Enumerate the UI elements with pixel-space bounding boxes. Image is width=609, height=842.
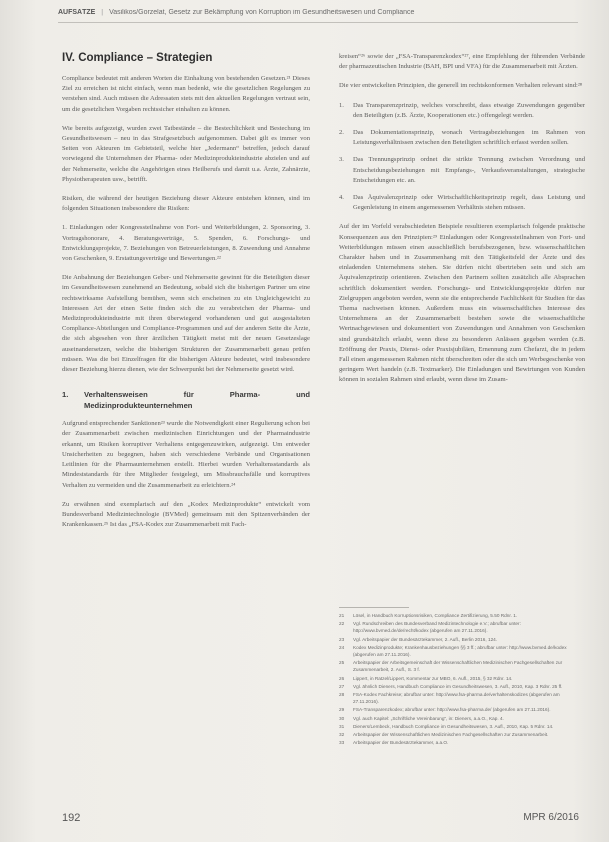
footnote	[339, 731, 585, 738]
footnote-number: 23	[339, 636, 345, 642]
footnotes	[339, 612, 585, 747]
paragraph: Die vier entwickelten Prinzipien, die generell im rechtskonformen Verhalten relevant sind:²⁸	[339, 82, 583, 90]
footnote	[339, 620, 585, 634]
footnote	[339, 636, 585, 643]
footnote-text: Arbeitspapier der Bundesärztekammer, a.a.O.	[353, 740, 449, 746]
footnote-text: FSA-Kodex Fachkreise; abrufbar unter: http://www.fsa-pharma.de/verhaltenskodizes (abgerufen am 27.11.2016).	[353, 692, 560, 705]
footnote-text: Lippert, in Ratzel/Lippert, Kommentar zur MBO, 6. Aufl., 2015, § 32 Rdnr. 14.	[353, 675, 513, 681]
footnote	[339, 683, 585, 690]
paragraph: Compliance bedeutet mit anderen Worten die Einhaltung von bestehenden Gesetzen.²¹ Dieses Ziel zu erreichen ist nicht einfach, wenn man bedenkt, wie die gesetzlichen Regelungen zu verstehen sind. Auch müssen die Adressaten stets mit den aktuellen Regelungen vertraut sein, um die gesetzlichen Vorgaben rechtssicher einhalten zu können.	[62, 75, 310, 113]
footnote-text: Kodex Medizinprodukte; Krankenhausbeziehungen §§ 3 ff.; abrufbar unter: http://www.bvmed.de/kodex (abgerufen am 27.11.2016).	[353, 644, 567, 658]
footnote-number: 27	[339, 683, 345, 689]
header-section-label: AUFSÄTZE	[58, 9, 96, 16]
footnote-text: FSA-Transparenzkodex; abrufbar unter: http://www.fsa-pharma.de/ (abgerufen am 27.11.2016).	[353, 707, 551, 713]
paragraph: Zu erwähnen sind exemplarisch auf den „Kodex Medizinprodukte“ entwickelt vom Bundesverband Medizintechnologie (BVMed) gemeinsam mit den Spitzenverbänden der Krankenkassen.²⁵ Ist das „FSA-Kodex zur Zusammenarbeit mit Fach-	[62, 500, 310, 529]
footnote-text: Vgl. ähnlich Dieners, Handbuch Compliance im Gesundheitswesen, 3. Aufl., 2010, Kap. 3 Rdnr. 25 ff.	[353, 683, 563, 689]
paragraph: Die Anbahnung der Beziehungen Geber- und Nehmerseite gewinnt für die Beteiligten dieser im Gesundheitswesen zunehmend an Bedeutung, sobald sich die bisherigen Partner um eine rechtswirksame Aufstellung bemühen, wenn sich erscheinen zu ein Ungleichgewicht zu Interessen Art der einen Seite finden sich die zu verabreichen der Pharma- und Medizinprodukteindustrie mit ihren überwiegend vorhandenen und gut ausgestalteten Compliance-Abteilungen und Compliance-Programmen und auf der anderen Seite die Ärzte, die sich abgesehen von ihrer ärztlichen Tätigkeit meist mit der neuen Gesetzeslage auseinandersetzen, welche die bisherigen Strukturen der Zusammenarbeit genau prüfen müssen. Was die bei Einzelfragen für die bisherigen Akteure bedeutet, wird insbesondere dieser Beziehung hierzu dienen, wie der Schwerpunkt bei der Nehmerseite gesetzt wird.	[62, 274, 310, 374]
paragraph: Risiken, die während der heutigen Beziehung dieser Akteure entstehen können, sind im folgenden Situationen insbesondere die Risiken:	[62, 195, 310, 213]
left-column	[62, 52, 310, 539]
footnote-number: 24	[339, 644, 345, 650]
footnote-text: Lösel, in Handbuch Korruptionsrisiken, Compliance Zertifizierung, 5.50 Rdnr. 1.	[353, 613, 518, 618]
list-item-number: 4.	[339, 194, 344, 202]
footnote	[339, 706, 585, 713]
subsection-heading	[62, 389, 310, 411]
right-column	[339, 52, 585, 395]
list-item-number: 3.	[339, 156, 344, 164]
paragraph: 1. Einladungen oder Kongressteilnahme von Fort- und Weiterbildungen, 2. Sponsoring, 3. Vortragshonorare, 4. Beratungsverträge, 5. Spenden, 6. Forschungs- und Entwicklungsprojekte, 7. Beziehungen von Betreuerleistungen, 8. Zuwendung und Annahme von Geschenken, 9. Erstattungsverträge und Bewertungen.²²	[62, 224, 310, 263]
paragraph: Wie bereits aufgezeigt, wurden zwei Tatbestände – die Bestechlichkeit und Bestechung im Gesundheitswesen – neu in das Strafgesetzbuch aufgenommen. Dabei gilt es immer von Seiten von Akteuren im Gebietsteil, welche hier „Jedermann“ betreffen, jedoch darauf vorwiegend die Unternehmen der Pharma- oder Medizinprodukteindustrie abzielen und auf der Nehmerseite, welche die Angehörigen eines Heilberufs und damit u.a. Ärzte, Zahnärzte, Physiotherapeuten usw., betrifft.	[62, 124, 310, 183]
footnote-number: 22	[339, 621, 345, 627]
footnote-rule	[339, 607, 409, 608]
list-item-text: Das Trennungsprinzip ordnet die strikte Trennung zwischen Verordnung und Entscheidungsbeziehungen mit Empfangs-, Verkaufsveranstaltungen, strategische Entscheidungen etc. an.	[353, 156, 585, 184]
header-rule	[58, 22, 578, 23]
footnote-text: Arbeitspapier der Arbeitsgemeinschaft der Wissenschaftlichen Medizinischen Fachgesellschaften zur Zusammenarbeit, 2. Aufl., S. 3 f.	[353, 660, 563, 673]
footnote	[339, 715, 585, 722]
principles-list	[339, 101, 585, 214]
subsection-number: 1.	[62, 390, 69, 400]
list-item	[339, 128, 585, 148]
paragraph: kreisen“²⁶ sowie der „FSA-Transparenzkodex“²⁷, eine Empfehlung der führenden Verbände der pharmazeutischen Industrie (BAH, BPI und VFA) für die Zusammenarbeit mit Ärzten.	[339, 53, 585, 71]
footnote-number: 21	[339, 613, 345, 618]
footnote-number: 28	[339, 692, 345, 698]
running-header	[58, 9, 598, 16]
paragraph: Aufgrund entsprechender Sanktionen²³ wurde die Notwendigkeit einer Regulierung schon bei der Zusammenarbeit zwischen medizinischen Einrichtungen und der Pharmaindustrie erkannt, um Risiken korruptiver Verhaltens entgegenzuwirken, aufgezeigt. Um entweder Unsicherheiten zu begegnen, haben sich verschiedene Verbände und Organisationen Leitlinien für die Pharmaunternehmen erstellt. Hierbei wurden Verhaltensstandards als Mindeststandards für ihre Mitglieder festgelegt, um Missbrauchsfälle und korruptives Verhalten zu vermeiden und die Zusammenarbeit zu erleichtern.²⁴	[62, 420, 310, 489]
footnote	[339, 612, 585, 619]
footnote	[339, 723, 585, 730]
footnote-text: Vgl. Arbeitspapier der Bundesärztekammer, 2. Aufl., Berlin 2016, 124.	[353, 636, 498, 642]
footnote-number: 29	[339, 707, 345, 713]
footnote	[339, 644, 585, 658]
footnote-text: Dieners/Lembeck, Handbuch Compliance im Gesundheitswesen, 3. Aufl., 2010, Kap. 5 Rdnr. 14.	[353, 723, 554, 729]
footnote-number: 33	[339, 740, 345, 746]
header-separator: |	[101, 9, 104, 16]
footnote-number: 32	[339, 732, 345, 738]
footnote	[339, 675, 585, 682]
list-item	[339, 155, 585, 186]
journal-issue: MPR 6/2016	[523, 812, 579, 823]
section-title: IV. Compliance – Strategien	[62, 52, 213, 64]
footnote	[339, 659, 585, 673]
list-item	[339, 101, 585, 121]
subsection-title: Verhaltensweisen für Pharma- und Medizinprodukteunternehmen	[84, 390, 310, 411]
list-item	[339, 193, 585, 213]
list-item-number: 1.	[339, 101, 344, 109]
list-item-number: 2.	[339, 129, 344, 137]
list-item-text: Das Transparenzprinzip, welches vorschreibt, dass etwaige Zuwendungen gegenüber den Beteiligten (z.B. Ärzte, Kooperationen etc.) offengelegt werden.	[353, 101, 585, 119]
list-item-text: Das Dokumentationsprinzip, wonach Vertragsbeziehungen im Rahmen von Leistungsverhältnissen zwischen den Beteiligten schriftlich erfasst werden sollen.	[353, 129, 585, 147]
footnote-text: Arbeitspapier der Wissenschaftlichen Medizinischen Fachgesellschaften zur Zusammenarbeit.	[353, 732, 549, 738]
footnote-text: Vgl. Rundschreiben des Bundesverband Medizintechnologie e.V.; abrufbar unter: http://www.bvmed.de/de/recht/kodex (abgerufen am 27.11.2016).	[353, 621, 521, 634]
list-item-text: Das Äquivalenzprinzip oder Wirtschaftlichkeitsprinzip regelt, dass Leistung und Gegenleistung in einem angemessenen Verhältnis stehen müssen.	[353, 194, 585, 212]
footnote	[339, 691, 585, 705]
page-number: 192	[62, 812, 81, 824]
footnote-number: 25	[339, 660, 345, 666]
footnote-text: Vgl. auch Kapitel: „Schriftliche Vereinbarung“, in: Dieners, a.a.O., Kap. 4.	[353, 715, 504, 721]
paragraph: Auf der im Vorfeld verabschiedeten Beispiele resultieren exemplarisch folgende praktische Konsequenzen aus den Prinzipien:²⁹ Einladungen oder Kongressteilnahmen von Fort- und Weiterbildungen müssen einen ausschließlich berufsbezogenen, bzw. wissenschaftlichen Charakter haben und in Zusammenhang mit den Tätigkeitsfeld der Ärzte und des einladenden Unternehmens stehen. Sie dürfen nicht übertrieben sein und sich am Äquivalenzprinzip orientieren. Zwischen den Partnern sollten zusätzlich alle Absprachen schriftlich dokumentiert werden. Forschungs- und Entwicklungsprojekte dürfen nur Zielgruppen angeboten werden, wenn sie die entsprechende Fachlichkeit für Studien für das Thema nachweisen können. Außerdem muss ein wissenschaftliches Interesse des Unternehmens an der Zusammenarbeit bestehen sowie die wissenschaftliche Wertnachgewiesen und dokumentiert von Zuwendungen und Annahmen von Geschenken sind grundsätzlich erlaubt, wenn diese zu besonderen Anlässen gegeben werden (z.B. Eröffnung der Praxis, Dienst- oder Praxisjubiläen, Ernennung zum Chefarzt, die in jedem Fall einen angemessenen Rahmen nicht überschreiten oder die sich um Werbegeschenke von geringem Wert handeln (z.B. Textmarker). Die Einladungen und Bewirtungen von Kunden können in sozialen Rahmen sind erlaubt, wenn diese im Zusam-	[339, 223, 585, 384]
footnote	[339, 739, 585, 746]
footnote-number: 31	[339, 723, 345, 729]
footnote-number: 26	[339, 675, 345, 681]
footnote-number: 30	[339, 715, 345, 721]
header-citation: Vasilikos/Gorzelat, Gesetz zur Bekämpfung von Korruption im Gesundheitswesen und Compliance	[109, 9, 415, 16]
